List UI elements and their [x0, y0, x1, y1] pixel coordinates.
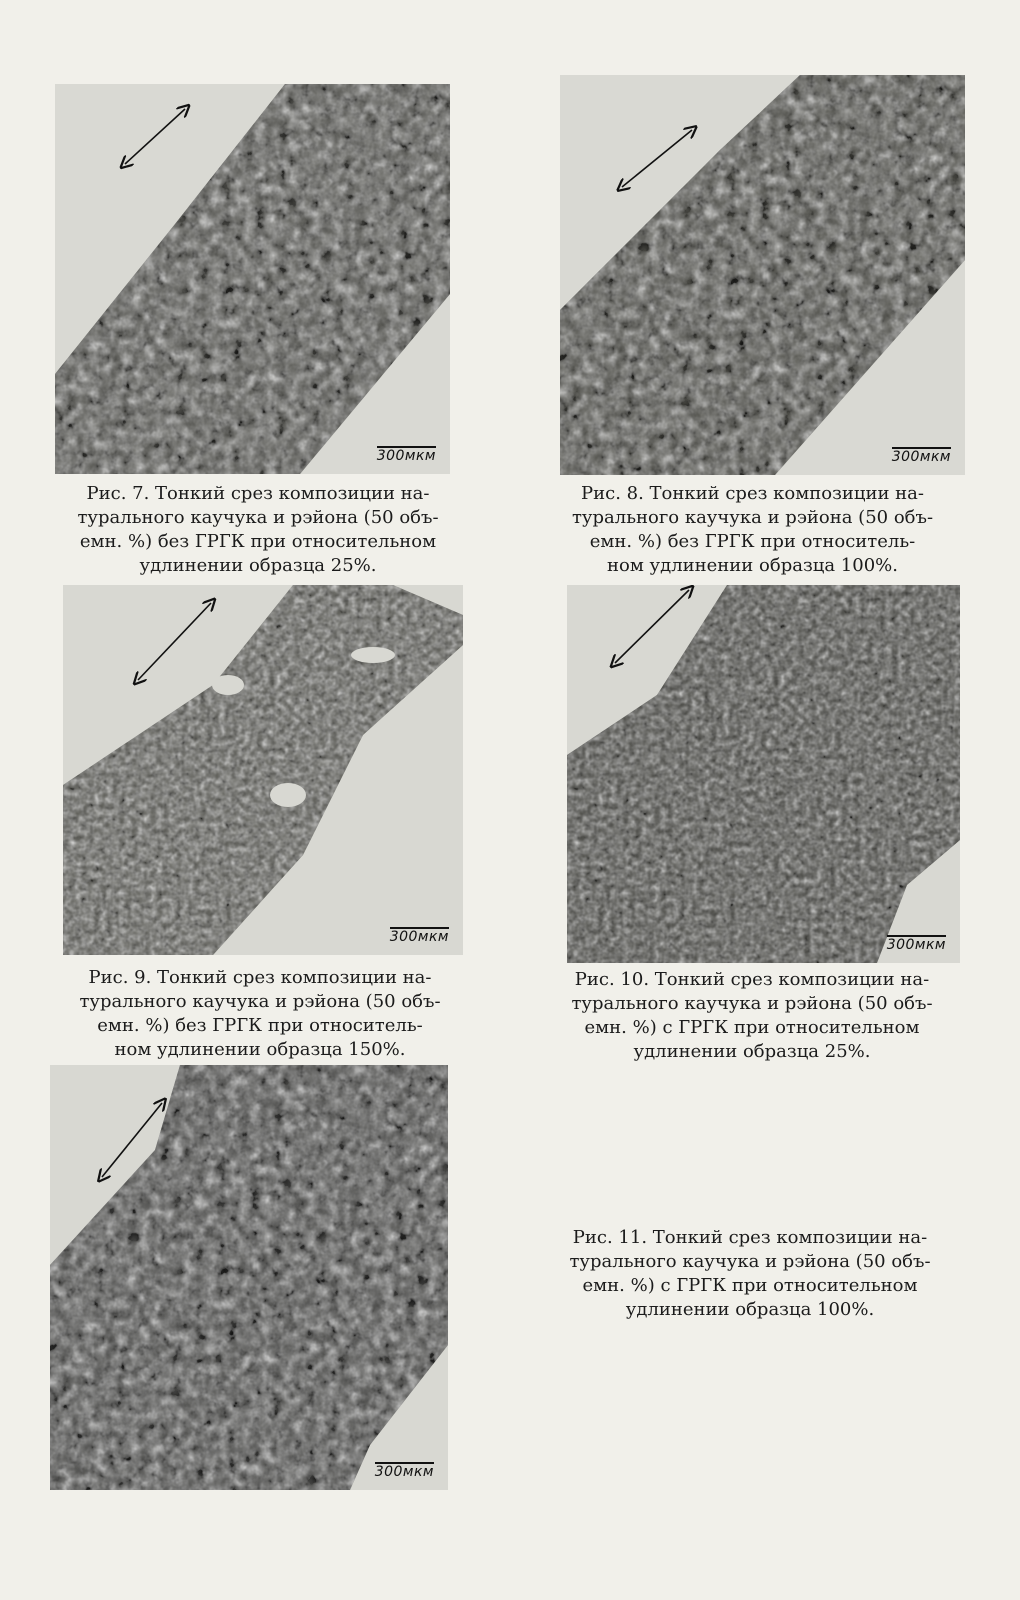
micrograph-image: [50, 1065, 448, 1490]
micrograph-image: [63, 585, 463, 955]
figure-10-caption: Рис. 10. Тонкий срез композиции на- турального каучука и рэйона (50 объ- емн. %) с ГРГК при относительном удлинении образца 25%.: [571, 969, 933, 1062]
figure-7-micrograph: [55, 84, 450, 474]
figure-9-micrograph: [63, 585, 463, 955]
figure-8-micrograph: [560, 75, 965, 475]
scale-bar: 300мкм: [886, 937, 946, 953]
figure-11-micrograph: [50, 1065, 448, 1490]
micrograph-image: [55, 84, 450, 474]
figure-10-micrograph: [567, 585, 960, 963]
scale-bar: 300мкм: [891, 449, 951, 465]
figure-8-caption: Рис. 8. Тонкий срез композиции на- турального каучука и рэйона (50 объ- емн. %) без ГРГК при относитель- ном удлинении образца 100%.: [571, 483, 934, 576]
scale-bar: 300мкм: [376, 448, 436, 464]
figure-7-caption: Рис. 7. Тонкий срез композиции на- турального каучука и рэйона (50 объ- емн. %) без ГРГК при относительном удлинении образца 25%.: [77, 483, 439, 576]
micrograph-image: [567, 585, 960, 963]
scale-bar: 300мкм: [389, 929, 449, 945]
figure-11-caption: Рис. 11. Тонкий срез композиции на- турального каучука и рэйона (50 объ- емн. %) с ГРГК при относительном удлинении образца 100%.: [569, 1227, 931, 1320]
figure-9-caption: Рис. 9. Тонкий срез композиции на- турального каучука и рэйона (50 объ- емн. %) без ГРГК при относитель- ном удлинении образца 150%.: [79, 967, 441, 1060]
micrograph-image: [560, 75, 965, 475]
scale-bar: 300мкм: [374, 1464, 434, 1480]
